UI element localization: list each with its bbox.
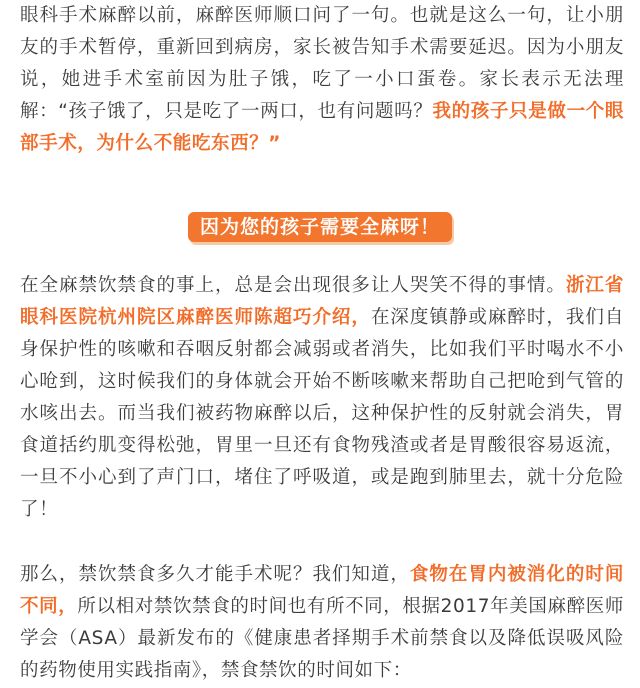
- paragraph-intro-text: 眼科手术麻醉以前，麻醉医师顺口问了一句。也就是这么一句，让小朋友的手术暂停，重新回到病房，家长被告知手术需要延迟。因为小朋友说，她进手术室前因为肚子饿，吃了一小口蛋卷。家长表示无法理解：“孩子饿了，只是吃了一两口，也有问题吗？: [20, 5, 624, 122]
- paragraph-fasting-text-b: 所以相对禁饮禁食的时间也有所不同，根据2017年美国麻醉医师学会（ASA）最新发布的《健康患者择期手术前禁食以及降低误吸风险的药物使用实践指南》，禁食禁饮的时间如下：: [20, 596, 624, 681]
- paragraph-fasting-time: [20, 559, 624, 687]
- paragraph-fasting-text-a: 那么，禁饮禁食多久才能手术呢？我们知道，: [20, 564, 410, 585]
- paragraph-explanation-text-a: 在全麻禁饮禁食的事上，总是会出现很多让人哭笑不得的事情。: [20, 275, 566, 296]
- section-banner-wrap: [0, 212, 640, 242]
- paragraph-explanation-highlight: 浙江省眼科医院杭州院区麻醉医师陈超巧介绍，: [20, 275, 624, 328]
- paragraph-intro-highlight: 我的孩子只是做一个眼部手术，为什么不能吃东西？”: [20, 101, 624, 154]
- paragraph-explanation-text-b: 在深度镇静或麻醉时，我们自身保护性的咳嗽和吞咽反射都会减弱或者消失，比如我们平时喝水不小心呛到，这时候我们的身体就会开始不断咳嗽来帮助自己把呛到气管的水咳出去。而当我们被药物麻醉以后，这种保护性的反射就会消失，胃食道括约肌变得松弛，胃里一旦还有食物残渣或者是胃酸很容易返流，一旦不小心到了声门口，堵住了呼吸道，或是跑到肺里去，就十分危险了！: [20, 307, 624, 520]
- section-banner: 因为您的孩子需要全麻呀！: [188, 212, 452, 242]
- paragraph-intro: [20, 0, 624, 160]
- paragraph-explanation: [20, 270, 624, 526]
- paragraph-fasting-highlight: 食物在胃内被消化的时间不同，: [20, 564, 624, 617]
